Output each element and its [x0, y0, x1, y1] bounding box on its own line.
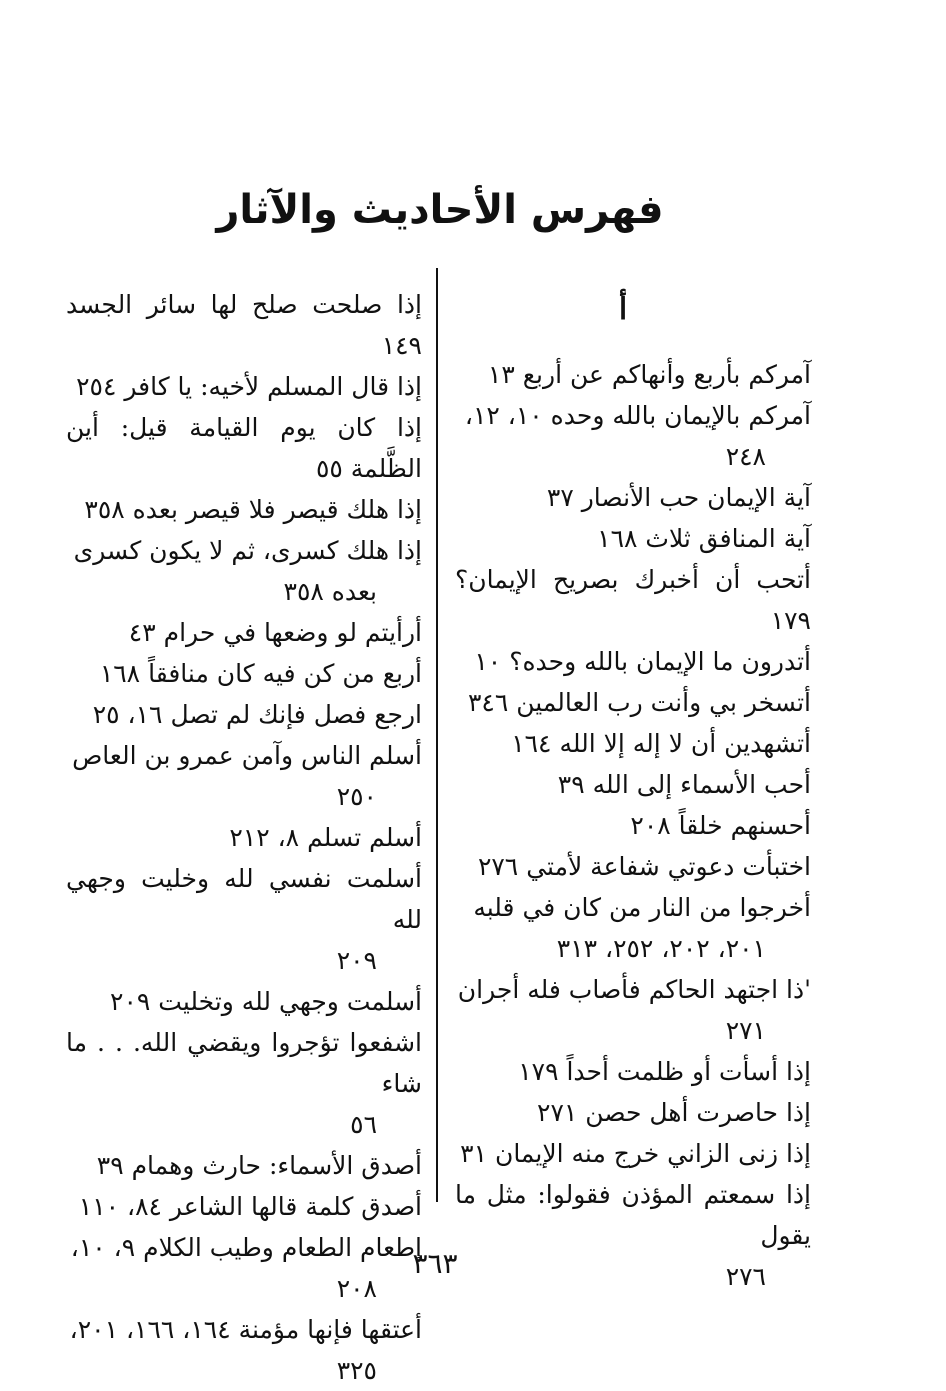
- page-title: فهرس الأحاديث والآثار: [216, 187, 664, 233]
- index-entry: [66, 817, 422, 858]
- entry-continuation: ٢٠٩: [336, 946, 377, 975]
- entry-pages: ١٦٨: [99, 659, 141, 688]
- entry-line: [455, 805, 811, 846]
- index-column-left: [66, 284, 422, 1391]
- entry-text: إذا صلحت صلح لها سائر الجسد: [66, 290, 422, 319]
- entry-line: [66, 981, 422, 1022]
- entry-line: [66, 817, 422, 858]
- entry-line: [455, 1051, 811, 1092]
- index-entry: [455, 1092, 811, 1133]
- entry-pages: ١٦٤: [511, 729, 552, 758]
- entry-line: [66, 489, 422, 530]
- entry-text: آية المنافق ثلاث: [645, 524, 811, 553]
- entry-text: أتدرون ما الإيمان بالله وحده؟: [509, 647, 811, 676]
- index-entry: [66, 1145, 422, 1186]
- entry-text: آمركم بالإيمان بالله وحده: [550, 401, 811, 430]
- index-entry: [455, 969, 811, 1051]
- index-entry: [455, 723, 811, 764]
- entry-pages: ٢٧١: [537, 1098, 578, 1127]
- entry-line: [455, 395, 811, 436]
- entry-text: أخرجوا من النار من كان في قلبه: [473, 893, 811, 922]
- index-entry: [455, 682, 811, 723]
- entry-continuation: ٢٧٦: [725, 1262, 766, 1291]
- index-entry: [455, 395, 811, 477]
- column-divider: [436, 268, 438, 1202]
- index-entry: [66, 530, 422, 612]
- entry-line: [66, 1022, 422, 1104]
- entry-text: إذا سمعتم المؤذن فقولوا: مثل ما يقول: [455, 1180, 811, 1250]
- entry-text: اختبأت دعوتي شفاعة لأمتي: [526, 852, 811, 881]
- entry-text: آمركم بأربع وأنهاكم عن أربع: [522, 360, 811, 389]
- index-entry: [66, 1309, 422, 1391]
- index-entry: [66, 1022, 422, 1145]
- entry-continuation: ٢٥٠: [336, 782, 377, 811]
- entry-pages: ٣٩: [96, 1151, 124, 1180]
- entry-pages: ٣٧: [546, 483, 574, 512]
- index-entry: [66, 284, 422, 366]
- entry-line: [455, 559, 811, 641]
- entry-text: أرأيتم لو وضعها في حرام: [163, 618, 422, 647]
- entry-pages: ٤٣: [128, 618, 156, 647]
- index-entry: [66, 653, 422, 694]
- entry-line: [66, 694, 422, 735]
- entry-continuation: ٥٦: [350, 1110, 377, 1139]
- entry-line: [455, 518, 811, 559]
- entry-line: [66, 858, 422, 940]
- entry-line: [455, 764, 811, 805]
- entry-pages: ٥٥: [315, 454, 343, 483]
- entry-line: [455, 969, 811, 1010]
- entry-line: [66, 1186, 422, 1227]
- entry-pages: ٢٥٤: [76, 372, 117, 401]
- entry-pages: ١٦، ٢٥: [92, 700, 163, 729]
- entry-line: [66, 1145, 422, 1186]
- entry-text: أسلم الناس وآمن عمرو بن العاص: [72, 741, 422, 770]
- entry-text: أتسخر بي وأنت رب العالمين: [516, 688, 811, 717]
- index-entry: [455, 887, 811, 969]
- index-entry: [455, 641, 811, 682]
- entry-pages: ١٧٩: [518, 1057, 559, 1086]
- index-entry: [455, 518, 811, 559]
- entry-text: أعتقها فإنها مؤمنة: [238, 1315, 422, 1344]
- entry-text: إذا قال المسلم لأخيه: يا كافر: [124, 372, 422, 401]
- entry-line: [66, 735, 422, 776]
- entry-line: [455, 682, 811, 723]
- entry-line: [66, 530, 422, 571]
- entry-pages: ١٦٨: [597, 524, 638, 553]
- entry-pages: ١٤٩: [381, 331, 422, 360]
- entry-text: أربع من كن فيه كان منافقاً: [148, 659, 422, 688]
- index-entry: [66, 407, 422, 489]
- entry-line: [66, 284, 422, 366]
- entry-text: إذا هلك كسرى، ثم لا يكون كسرى: [73, 536, 422, 565]
- entry-line: [66, 407, 422, 489]
- index-entry: [66, 735, 422, 817]
- left-entries: [66, 284, 422, 1391]
- entry-continuation: ٢٤٨: [725, 442, 766, 471]
- entry-pages: ٢٠٨: [630, 811, 671, 840]
- index-entry: [455, 764, 811, 805]
- entry-text: ارجع فصل فإنك لم تصل: [170, 700, 422, 729]
- entry-line: [455, 477, 811, 518]
- entry-line: [455, 354, 811, 395]
- entry-text: أحسنهم خلقاً: [678, 811, 811, 840]
- entry-pages: ٢٧٦: [477, 852, 519, 881]
- index-entry: [66, 694, 422, 735]
- entry-text: آية الإيمان حب الأنصار: [581, 483, 811, 512]
- entry-pages: ٨٤، ١١٠: [78, 1192, 162, 1221]
- entry-pages: ٣١: [460, 1139, 487, 1168]
- right-entries: [455, 354, 811, 1297]
- entry-text: أحب الأسماء إلى الله: [592, 770, 811, 799]
- entry-line: [66, 612, 422, 653]
- entry-line: [455, 887, 811, 928]
- entry-pages: ٣٩: [557, 770, 585, 799]
- entry-pages: ٣٥٨: [84, 495, 125, 524]
- entry-line: [66, 366, 422, 407]
- entry-pages: ١٠: [474, 647, 502, 676]
- entry-text: أتحب أن أخبرك بصريح الإيمان؟: [455, 565, 811, 594]
- index-entry: [455, 805, 811, 846]
- entry-line: [455, 723, 811, 764]
- entry-text: أصدق الأسماء: حارث وهمام: [131, 1151, 422, 1180]
- index-entry: [455, 846, 811, 887]
- index-entry: [455, 1133, 811, 1174]
- entry-continuation: بعده ٣٥٨: [283, 577, 377, 606]
- entry-pages: ١٣: [487, 360, 515, 389]
- entry-text: اشفعوا تؤجروا ويقضي الله. . . ما شاء: [66, 1028, 422, 1098]
- index-entry: [455, 354, 811, 395]
- index-entry: [66, 366, 422, 407]
- entry-text: إذا كان يوم القيامة قيل: أين الظَّلمة: [66, 413, 422, 483]
- entry-line: [66, 653, 422, 694]
- entry-line: [455, 1092, 811, 1133]
- entry-line: [66, 1309, 422, 1350]
- entry-text: إطعام الطعام وطيب الكلام: [143, 1233, 422, 1262]
- section-letter: أ: [618, 292, 628, 327]
- entry-text: 'ذا اجتهد الحاكم فأصاب فله أجران: [457, 975, 811, 1004]
- entry-line: [455, 846, 811, 887]
- index-entry: [66, 612, 422, 653]
- index-column-right: [455, 284, 811, 1297]
- entry-text: أتشهدين أن لا إله إلا الله: [559, 729, 811, 758]
- entry-continuation: ٢٠١، ٢٠٢، ٢٥٢، ٣١٣: [556, 934, 766, 963]
- entry-text: إذا أسأت أو ظلمت أحداً: [566, 1057, 811, 1086]
- entry-pages: ١٧٩: [770, 606, 811, 635]
- index-entry: [66, 489, 422, 530]
- entry-continuation: ٢٧١: [725, 1016, 766, 1045]
- entry-pages: ٩، ١٠،: [70, 1233, 136, 1262]
- entry-text: أسلمت نفسي لله وخليت وجهي لله: [66, 864, 422, 934]
- entry-pages: ٨، ٢١٢: [229, 823, 300, 852]
- index-entry: [455, 477, 811, 518]
- entry-text: أسلمت وجهي لله وتخليت: [158, 987, 422, 1016]
- entry-continuation: ٢٠٨: [336, 1274, 377, 1303]
- page-number: ٣٦٣: [412, 1247, 458, 1280]
- entry-line: [455, 641, 811, 682]
- entry-text: إذا حاصرت أهل حصن: [585, 1098, 811, 1127]
- index-entry: [66, 858, 422, 981]
- entry-pages: ١٦٤، ١٦٦، ٢٠١،: [69, 1315, 231, 1344]
- entry-text: إذا زنى الزاني خرج منه الإيمان: [494, 1139, 811, 1168]
- index-entry: [66, 1186, 422, 1227]
- index-entry: [66, 981, 422, 1022]
- entry-line: [455, 1133, 811, 1174]
- entry-text: أصدق كلمة قالها الشاعر: [169, 1192, 422, 1221]
- entry-text: أسلم تسلم: [307, 823, 422, 852]
- entry-pages: ٢٠٩: [110, 987, 151, 1016]
- entry-pages: ١٠، ١٢،: [464, 401, 543, 430]
- entry-continuation: ٣٢٥: [336, 1356, 377, 1385]
- entry-pages: ٣٤٦: [468, 688, 509, 717]
- index-entry: [455, 559, 811, 641]
- entry-text: إذا هلك قيصر فلا قيصر بعده: [132, 495, 422, 524]
- index-entry: [455, 1051, 811, 1092]
